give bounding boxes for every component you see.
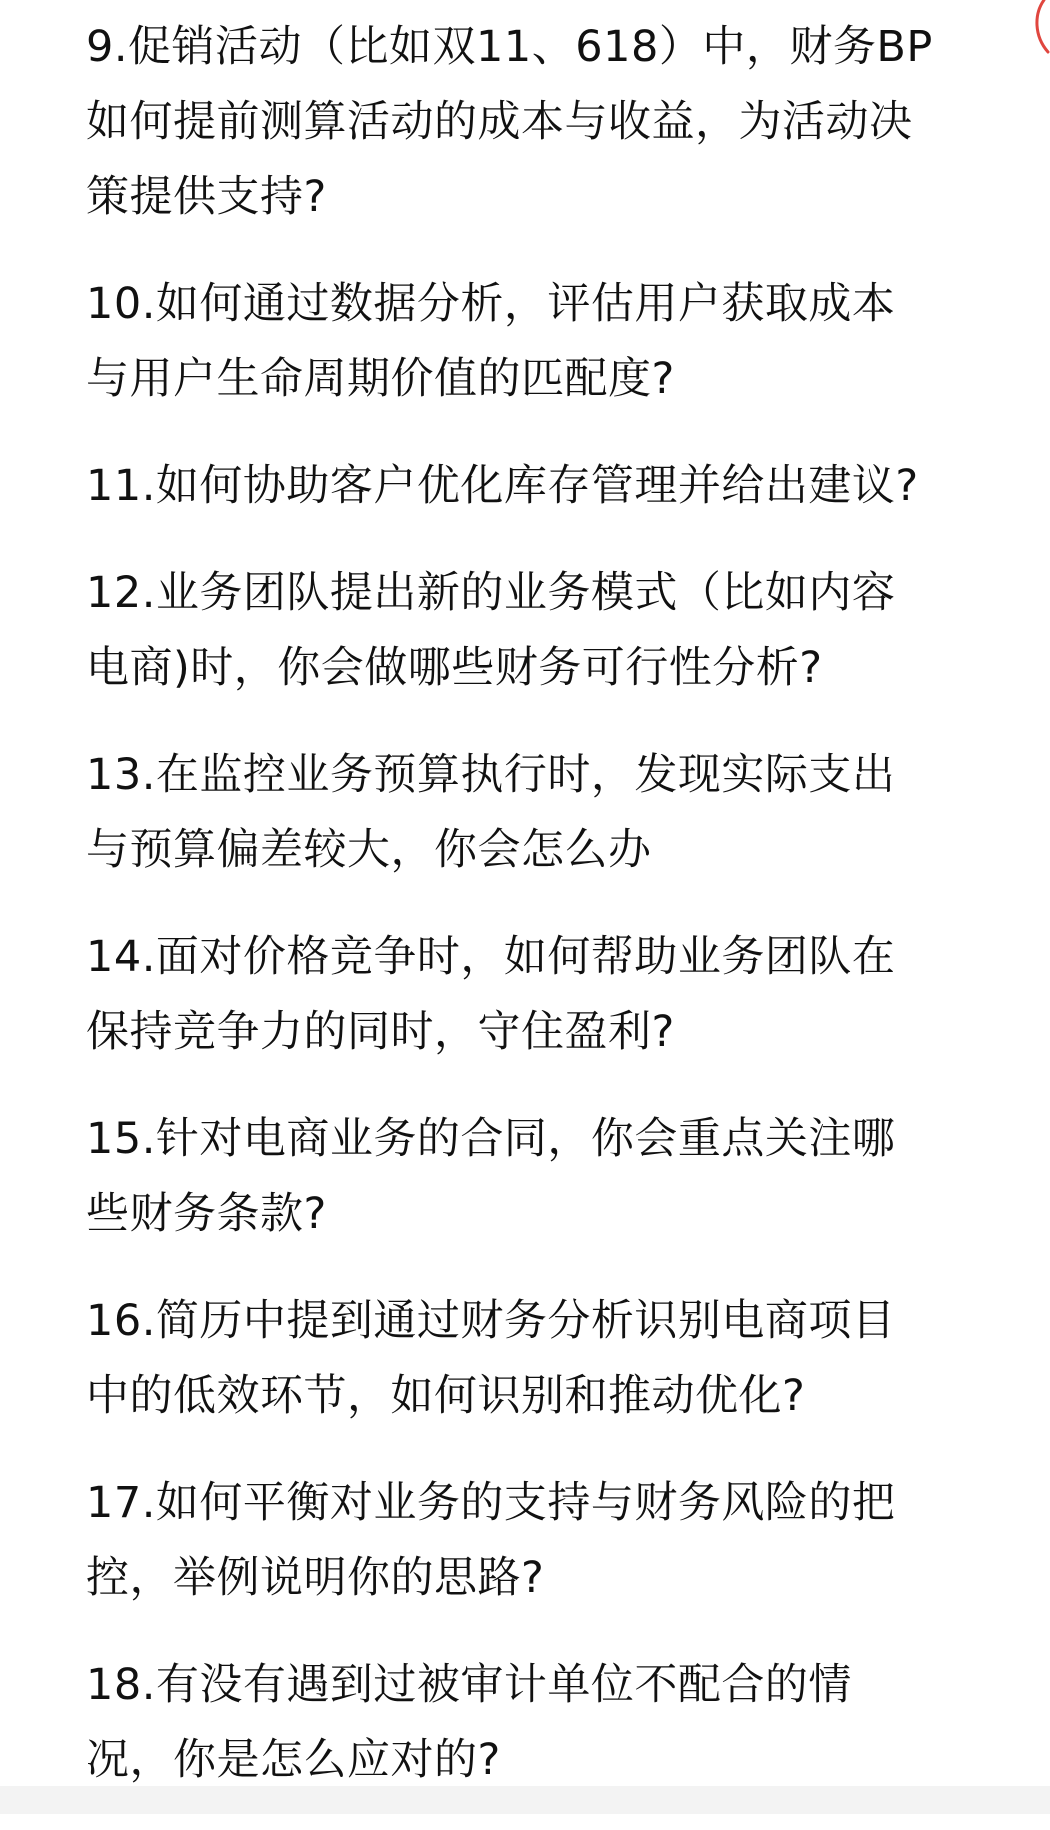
question-line: 如何提前测算活动的成本与收益，为活动决 [86, 97, 913, 147]
question-item [86, 1466, 1006, 1616]
question-line: 17.如何平衡对业务的支持与财务风险的把 [86, 1478, 896, 1528]
question-line: 电商)时，你会做哪些财务可行性分析? [86, 643, 823, 693]
question-line: 16.简历中提到通过财务分析识别电商项目 [86, 1296, 896, 1346]
question-line: 10.如何通过数据分析，评估用户获取成本 [86, 279, 896, 329]
question-line: 控，举例说明你的思路? [86, 1553, 545, 1603]
question-line: 些财务条款? [86, 1189, 327, 1239]
question-line: 策提供支持? [86, 172, 327, 222]
question-line: 14.面对价格竞争时，如何帮助业务团队在 [86, 932, 896, 982]
question-line: 15.针对电商业务的合同，你会重点关注哪 [86, 1114, 896, 1164]
question-item [86, 267, 1006, 417]
question-item [86, 556, 1006, 706]
question-line: 与预算偏差较大，你会怎么办 [86, 825, 652, 875]
bottom-scroll-strip [0, 1786, 1050, 1814]
question-line: 中的低效环节，如何识别和推动优化? [86, 1371, 806, 1421]
question-item [86, 1102, 1006, 1252]
question-line: 18.有没有遇到过被审计单位不配合的情 [86, 1660, 852, 1710]
question-item [86, 920, 1006, 1070]
question-item [86, 1284, 1006, 1434]
question-line: 保持竞争力的同时，守住盈利? [86, 1007, 675, 1057]
question-line: 13.在监控业务预算执行时，发现实际支出 [86, 750, 896, 800]
question-line: 9.促销活动（比如双11、618）中，财务BP [86, 22, 933, 72]
question-line: 况，你是怎么应对的? [86, 1735, 501, 1785]
question-list [86, 10, 1006, 1830]
question-item [86, 449, 1006, 524]
question-line: 12.业务团队提出新的业务模式（比如内容 [86, 568, 896, 618]
question-line: 11.如何协助客户优化库存管理并给出建议? [86, 461, 919, 511]
question-item [86, 1648, 1006, 1798]
question-line: 与用户生命周期价值的匹配度? [86, 354, 675, 404]
question-item [86, 10, 1006, 235]
question-item [86, 738, 1006, 888]
red-edge-mark-icon [1014, 0, 1050, 64]
